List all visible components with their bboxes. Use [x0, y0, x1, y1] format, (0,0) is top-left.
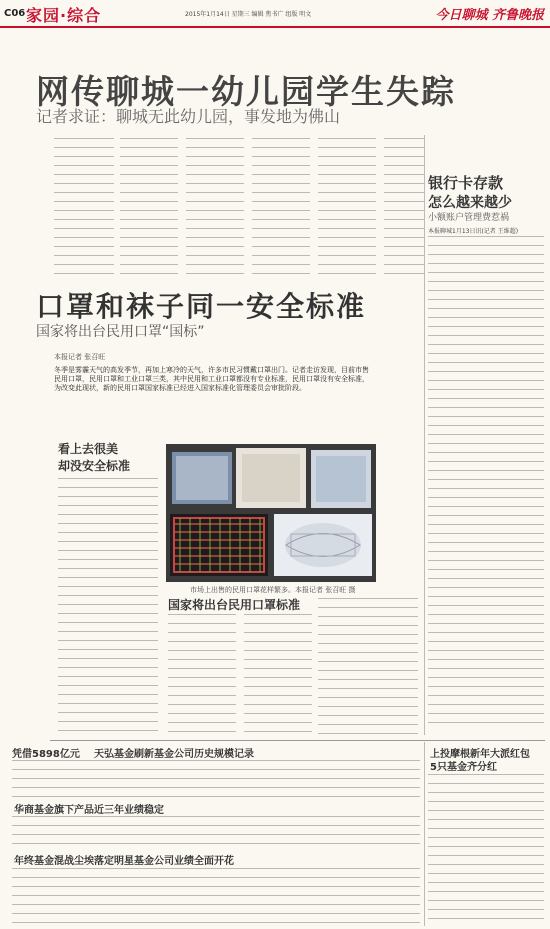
- feature-body-col1: [58, 478, 158, 736]
- main-article-body-col1: [54, 138, 114, 278]
- side-article-body: [428, 236, 544, 730]
- main-article-body-col4: [252, 138, 310, 278]
- fund-headline-a5-line1: 上投摩根新年大派红包: [430, 749, 530, 760]
- fund-headline-a3: 华商基金旗下产品近三年业绩稳定: [14, 805, 164, 816]
- fund-article-body-c: [12, 868, 420, 924]
- feature-lead-paragraph: 冬季是雾霾天气的高发季节，再加上寒冷的天气，许多市民习惯戴口罩出门。记者走访发现，目前市售民用口罩，民用口罩和工业口罩三类，其中民用和工业口罩都没有专业标准，民用口罩没有安全标准，为改变此现状，新的民用口罩国家标准已经进入国家标准化管理委员会审批阶段。: [54, 366, 369, 392]
- main-article-body-col2: [120, 138, 178, 278]
- main-article-body-col3: [186, 138, 244, 278]
- page-header: [0, 0, 550, 28]
- fund-headline-a1: 凭借5898亿元: [12, 749, 80, 760]
- feature-subheading-1b: 却没安全标准: [58, 459, 131, 473]
- feature-headline: 口罩和袜子同一安全标准: [36, 290, 367, 323]
- section-title: 家园·综合: [26, 6, 102, 25]
- fund-article-body-d: [428, 774, 544, 924]
- mask-photo: [166, 444, 376, 582]
- page-number: C06: [4, 8, 26, 19]
- side-byline: 本报聊城1月13日讯(记者 王维超): [428, 228, 519, 235]
- main-subheadline: 记者求证：聊城无此幼儿园，事发地为佛山: [36, 107, 341, 126]
- section-divider: [50, 740, 545, 741]
- main-article-body-col5: [318, 138, 376, 278]
- photo-caption: 市场上出售的民用口罩花样繁多。本报记者 张召旺 摄: [190, 586, 356, 594]
- feature-subheading-1a: 看上去很美: [58, 442, 119, 456]
- feature-subheading-2: 国家将出台民用口罩标准: [168, 598, 301, 612]
- feature-byline: 本报记者 张召旺: [54, 353, 106, 361]
- side-headline-2: 怎么越来越少: [428, 195, 512, 211]
- fund-article-body-a: [12, 760, 420, 798]
- issue-date: 2015年1月14日 星期三 编辑 焦书广 组版 明文: [185, 11, 312, 18]
- column-divider: [424, 135, 425, 735]
- main-article-body-col6: [384, 138, 424, 278]
- fund-headline-a4: 年终基金混战尘埃落定明星基金公司业绩全面开花: [14, 856, 234, 867]
- fund-article-body-b: [12, 816, 420, 850]
- fund-headline-a5-line2: 5只基金齐分红: [430, 762, 497, 773]
- newspaper-brand: 今日聊城 齐鲁晚报: [435, 8, 544, 23]
- feature-subheadline: 国家将出台民用口罩“国标”: [36, 324, 205, 340]
- feature-body-col4: [318, 598, 418, 736]
- mask-photo-illustration: [166, 444, 376, 582]
- side-headline-1: 银行卡存款: [428, 174, 504, 192]
- fund-headline-a2: 天弘基金刷新基金公司历史规模记录: [94, 749, 254, 760]
- column-divider-bottom: [424, 742, 425, 926]
- side-subheadline: 小额账户管理费惹祸: [428, 213, 510, 223]
- main-headline: 网传聊城一幼儿园学生失踪: [36, 72, 456, 111]
- feature-body-col2: [168, 614, 236, 736]
- feature-body-col3: [244, 614, 312, 736]
